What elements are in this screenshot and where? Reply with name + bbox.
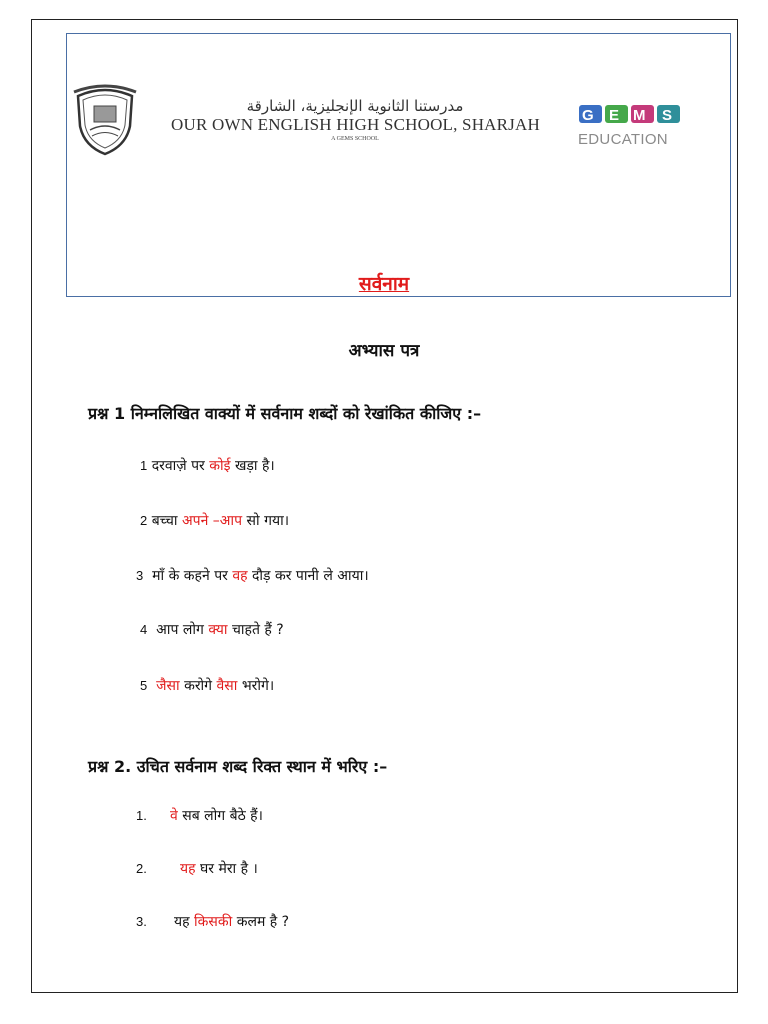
svg-text:M: M xyxy=(633,107,646,124)
item-number: 1 xyxy=(140,458,148,473)
svg-text:G: G xyxy=(582,107,594,124)
item-answer: कोई xyxy=(209,458,231,474)
item-number: 4 xyxy=(140,622,148,637)
item-text-after: घर मेरा है । xyxy=(195,861,258,877)
q1-item-4 xyxy=(140,620,284,639)
question-2-heading: प्रश्न 2. उचित सर्वनाम शब्द रिक्त स्थान में भरिए :– xyxy=(88,757,388,776)
item-text-after: दौड़ कर पानी ले आया। xyxy=(247,568,369,584)
item-text-before: यह xyxy=(174,914,195,930)
svg-text:S: S xyxy=(662,107,673,124)
gems-education-label: EDUCATION xyxy=(578,131,668,148)
item-answer-2: वैसा xyxy=(216,678,238,694)
school-name-arabic: مدرستنا الثانوية الإنجليزية، الشارقة xyxy=(246,97,464,115)
item-text-middle: करोगे xyxy=(179,678,217,694)
question-1-heading: प्रश्न 1 निम्नलिखित वाक्यों में सर्वनाम शब्दों को रेखांकित कीजिए :– xyxy=(88,404,482,423)
item-answer: यह xyxy=(180,861,196,877)
school-crest-icon xyxy=(72,82,138,158)
item-number: 2 xyxy=(140,513,148,528)
item-text-after: सो गया। xyxy=(242,513,290,529)
q2-item-3 xyxy=(136,912,289,931)
q2-item-1 xyxy=(136,806,263,825)
q1-item-1 xyxy=(140,456,275,475)
school-name: OUR OWN ENGLISH HIGH SCHOOL, SHARJAH xyxy=(171,115,540,134)
item-number: 2. xyxy=(136,861,147,876)
item-answer: वे xyxy=(170,808,178,824)
worksheet-subtitle: अभ्यास पत्र xyxy=(348,341,420,361)
item-answer: किसकी xyxy=(194,914,233,930)
item-text-after: खड़ा है। xyxy=(230,458,275,474)
q1-item-5 xyxy=(140,676,274,695)
item-number: 1. xyxy=(136,808,147,823)
item-text-after: कलम है ? xyxy=(232,914,290,930)
item-text-before: माँ के कहने पर xyxy=(152,568,233,584)
item-answer: अपने –आप xyxy=(181,513,243,529)
svg-text:E: E xyxy=(609,107,620,124)
item-number: 3. xyxy=(136,914,147,929)
q1-item-3 xyxy=(136,566,369,585)
q2-item-2 xyxy=(136,859,258,878)
item-text-before: दरवाज़े पर xyxy=(151,458,210,474)
item-text-after: चाहते हैं ? xyxy=(227,622,284,638)
item-text-before: आप लोग xyxy=(156,622,209,638)
header-box xyxy=(66,33,731,297)
item-answer: वह xyxy=(232,568,248,584)
item-number: 5 xyxy=(140,678,148,693)
school-subtitle: A GEMS SCHOOL xyxy=(331,136,379,142)
item-text-before: बच्चा xyxy=(151,513,182,529)
page-title: सर्वनाम xyxy=(358,273,410,295)
item-text-after: भरोगे। xyxy=(237,678,275,694)
item-text-after: सब लोग बैठे हैं। xyxy=(177,808,263,824)
item-answer: क्या xyxy=(208,622,228,638)
item-number: 3 xyxy=(136,568,144,583)
item-answer: जैसा xyxy=(156,678,180,694)
q1-item-2 xyxy=(140,511,289,530)
